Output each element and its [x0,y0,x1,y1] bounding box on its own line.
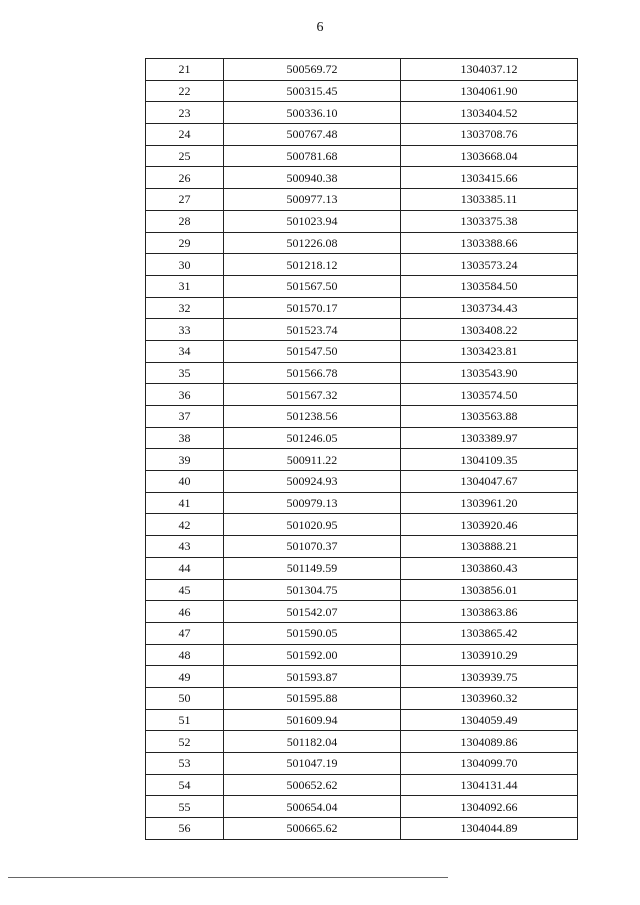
x-coordinate-cell: 501592.00 [224,644,401,666]
y-coordinate-cell: 1303423.81 [401,340,578,362]
point-number-cell: 48 [146,644,224,666]
y-coordinate-cell: 1303708.76 [401,124,578,146]
table-row [146,102,578,124]
point-number-cell: 27 [146,189,224,211]
y-coordinate-cell: 1304044.89 [401,818,578,840]
point-number-cell: 39 [146,449,224,471]
x-coordinate-cell: 500977.13 [224,189,401,211]
point-number-cell: 46 [146,601,224,623]
point-number-cell: 32 [146,297,224,319]
table-row [146,666,578,688]
x-coordinate-cell: 501595.88 [224,687,401,709]
table-row [146,145,578,167]
table-row [146,731,578,753]
point-number-cell: 34 [146,340,224,362]
table-row [146,340,578,362]
x-coordinate-cell: 501609.94 [224,709,401,731]
point-number-cell: 21 [146,59,224,81]
point-number-cell: 35 [146,362,224,384]
y-coordinate-cell: 1303385.11 [401,189,578,211]
point-number-cell: 49 [146,666,224,688]
y-coordinate-cell: 1304047.67 [401,471,578,493]
y-coordinate-cell: 1303888.21 [401,536,578,558]
point-number-cell: 30 [146,254,224,276]
y-coordinate-cell: 1304089.86 [401,731,578,753]
y-coordinate-cell: 1303865.42 [401,622,578,644]
y-coordinate-cell: 1303389.97 [401,427,578,449]
x-coordinate-cell: 500336.10 [224,102,401,124]
y-coordinate-cell: 1303939.75 [401,666,578,688]
point-number-cell: 51 [146,709,224,731]
x-coordinate-cell: 501246.05 [224,427,401,449]
x-coordinate-cell: 501567.50 [224,275,401,297]
y-coordinate-cell: 1303860.43 [401,557,578,579]
y-coordinate-cell: 1303584.50 [401,275,578,297]
x-coordinate-cell: 501593.87 [224,666,401,688]
x-coordinate-cell: 500924.93 [224,471,401,493]
y-coordinate-cell: 1303574.50 [401,384,578,406]
y-coordinate-cell: 1304092.66 [401,796,578,818]
y-coordinate-cell: 1303910.29 [401,644,578,666]
x-coordinate-cell: 501149.59 [224,557,401,579]
table-row [146,449,578,471]
point-number-cell: 25 [146,145,224,167]
point-number-cell: 26 [146,167,224,189]
x-coordinate-cell: 501590.05 [224,622,401,644]
table-row [146,406,578,428]
y-coordinate-cell: 1303404.52 [401,102,578,124]
table-row [146,753,578,775]
x-coordinate-cell: 501238.56 [224,406,401,428]
y-coordinate-cell: 1304061.90 [401,80,578,102]
point-number-cell: 54 [146,774,224,796]
table-row [146,774,578,796]
point-number-cell: 53 [146,753,224,775]
table-row [146,167,578,189]
point-number-cell: 50 [146,687,224,709]
table-row [146,254,578,276]
table-row [146,319,578,341]
table-row [146,579,578,601]
x-coordinate-cell: 501047.19 [224,753,401,775]
y-coordinate-cell: 1303863.86 [401,601,578,623]
y-coordinate-cell: 1303856.01 [401,579,578,601]
table-row [146,297,578,319]
x-coordinate-cell: 501226.08 [224,232,401,254]
point-number-cell: 44 [146,557,224,579]
table-row [146,536,578,558]
point-number-cell: 41 [146,492,224,514]
point-number-cell: 28 [146,210,224,232]
table-row [146,687,578,709]
table-row [146,189,578,211]
y-coordinate-cell: 1303563.88 [401,406,578,428]
point-number-cell: 22 [146,80,224,102]
y-coordinate-cell: 1303543.90 [401,362,578,384]
x-coordinate-cell: 501570.17 [224,297,401,319]
page-number: 6 [316,20,324,35]
point-number-cell: 23 [146,102,224,124]
x-coordinate-cell: 500911.22 [224,449,401,471]
x-coordinate-cell: 500767.48 [224,124,401,146]
point-number-cell: 38 [146,427,224,449]
y-coordinate-cell: 1303920.46 [401,514,578,536]
coordinates-table [145,58,578,840]
x-coordinate-cell: 500665.62 [224,818,401,840]
y-coordinate-cell: 1303573.24 [401,254,578,276]
x-coordinate-cell: 501182.04 [224,731,401,753]
y-coordinate-cell: 1304099.70 [401,753,578,775]
point-number-cell: 29 [146,232,224,254]
table-row [146,601,578,623]
table-row [146,427,578,449]
point-number-cell: 31 [146,275,224,297]
point-number-cell: 36 [146,384,224,406]
point-number-cell: 37 [146,406,224,428]
y-coordinate-cell: 1303734.43 [401,297,578,319]
y-coordinate-cell: 1304059.49 [401,709,578,731]
table-row [146,796,578,818]
y-coordinate-cell: 1303375.38 [401,210,578,232]
point-number-cell: 45 [146,579,224,601]
point-number-cell: 42 [146,514,224,536]
y-coordinate-cell: 1304109.35 [401,449,578,471]
x-coordinate-cell: 501070.37 [224,536,401,558]
x-coordinate-cell: 501218.12 [224,254,401,276]
y-coordinate-cell: 1303961.20 [401,492,578,514]
x-coordinate-cell: 500569.72 [224,59,401,81]
point-number-cell: 33 [146,319,224,341]
table-row [146,471,578,493]
table-row [146,557,578,579]
x-coordinate-cell: 500315.45 [224,80,401,102]
table-row [146,818,578,840]
point-number-cell: 47 [146,622,224,644]
x-coordinate-cell: 501547.50 [224,340,401,362]
x-coordinate-cell: 500979.13 [224,492,401,514]
x-coordinate-cell: 501566.78 [224,362,401,384]
point-number-cell: 40 [146,471,224,493]
table-row [146,59,578,81]
table-row [146,514,578,536]
y-coordinate-cell: 1304037.12 [401,59,578,81]
x-coordinate-cell: 501567.32 [224,384,401,406]
table-row [146,644,578,666]
y-coordinate-cell: 1304131.44 [401,774,578,796]
x-coordinate-cell: 500652.62 [224,774,401,796]
coordinates-table-body [146,59,578,840]
y-coordinate-cell: 1303408.22 [401,319,578,341]
table-row [146,492,578,514]
table-row [146,210,578,232]
table-row [146,362,578,384]
x-coordinate-cell: 501023.94 [224,210,401,232]
x-coordinate-cell: 500940.38 [224,167,401,189]
table-row [146,622,578,644]
y-coordinate-cell: 1303960.32 [401,687,578,709]
point-number-cell: 52 [146,731,224,753]
table-row [146,124,578,146]
x-coordinate-cell: 500654.04 [224,796,401,818]
point-number-cell: 43 [146,536,224,558]
point-number-cell: 55 [146,796,224,818]
point-number-cell: 24 [146,124,224,146]
x-coordinate-cell: 500781.68 [224,145,401,167]
x-coordinate-cell: 501304.75 [224,579,401,601]
y-coordinate-cell: 1303415.66 [401,167,578,189]
x-coordinate-cell: 501542.07 [224,601,401,623]
table-row [146,232,578,254]
y-coordinate-cell: 1303388.66 [401,232,578,254]
x-coordinate-cell: 501523.74 [224,319,401,341]
bottom-rule [8,877,448,878]
table-row [146,709,578,731]
table-row [146,80,578,102]
table-row [146,275,578,297]
x-coordinate-cell: 501020.95 [224,514,401,536]
table-row [146,384,578,406]
y-coordinate-cell: 1303668.04 [401,145,578,167]
point-number-cell: 56 [146,818,224,840]
